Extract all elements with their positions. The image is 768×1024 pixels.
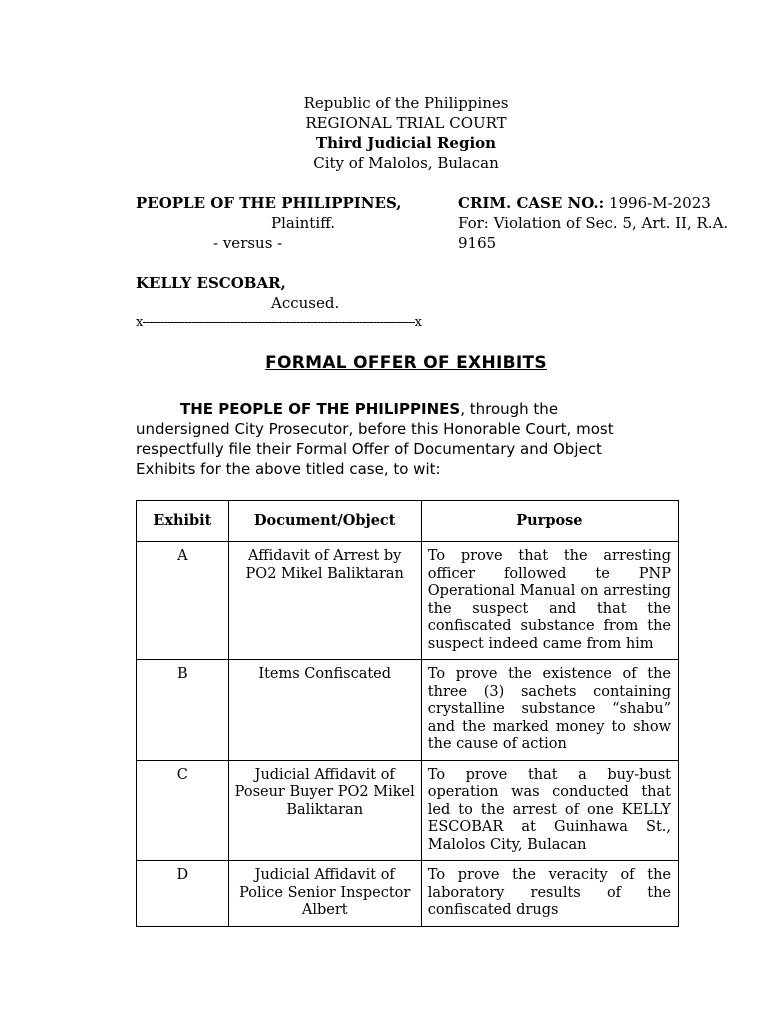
header-court: REGIONAL TRIAL COURT	[305, 114, 507, 132]
intro-paragraph	[136, 399, 636, 479]
header-exhibit: Exhibit	[137, 501, 229, 542]
purpose-cell: To prove the existence of the three (3) sachets containing crystalline substance “shabu” and the marked money to show the cause of action	[421, 660, 678, 761]
accused-role: Accused.	[271, 294, 340, 312]
versus-label: - versus -	[213, 234, 283, 252]
table-row	[137, 542, 679, 660]
table-row	[137, 760, 679, 861]
purpose-cell: To prove that the arresting officer followed te PNP Operational Manual on arresting the suspect and that the confiscated substance from the suspect indeed came from him	[421, 542, 678, 660]
document-cell: Judicial Affidavit of Police Senior Inspector Albert	[228, 861, 421, 927]
case-number-value: 1996-M-2023	[604, 194, 711, 212]
header-document: Document/Object	[228, 501, 421, 542]
table-row	[137, 660, 679, 761]
document-cell: Judicial Affidavit of Poseur Buyer PO2 Mikel Baliktaran	[228, 760, 421, 861]
header-republic: Republic of the Philippines	[303, 94, 509, 112]
case-number	[458, 193, 711, 213]
header-purpose: Purpose	[421, 501, 678, 542]
exhibit-cell: A	[137, 542, 229, 660]
case-label: CRIM. CASE NO.:	[458, 194, 605, 212]
exhibit-cell: C	[137, 760, 229, 861]
header-region: Third Judicial Region	[315, 134, 497, 152]
accused-name: KELLY ESCOBAR,	[136, 274, 286, 292]
intro-rest: , through the undersigned City Prosecutor, before this Honorable Court, most respectfully file their Formal Offer of Documentary and Object Exhibits for the above titled case, to wit:	[136, 400, 614, 478]
document-cell: Affidavit of Arrest by PO2 Mikel Baliktaran	[228, 542, 421, 660]
document-cell: Items Confiscated	[228, 660, 421, 761]
intro-lead: THE PEOPLE OF THE PHILIPPINES	[180, 400, 461, 418]
document-title: FORMAL OFFER OF EXHIBITS	[265, 353, 547, 373]
case-violation-line2: 9165	[458, 234, 497, 252]
table-header-row	[137, 501, 679, 542]
purpose-cell: To prove that a buy-bust operation was conducted that led to the arrest of one KELLY ESCOBAR at Guinhawa St., Malolos City, Bulacan	[421, 760, 678, 861]
header-city: City of Malolos, Bulacan	[313, 154, 499, 172]
plaintiff-role: Plaintiff.	[271, 214, 336, 232]
caption-separator: x------------------------------------------------------------------------------x	[136, 315, 422, 330]
purpose-cell: To prove the veracity of the laboratory results of the confiscated drugs	[421, 861, 678, 927]
case-violation-line1: For: Violation of Sec. 5, Art. II, R.A.	[458, 214, 729, 232]
plaintiff-name: PEOPLE OF THE PHILIPPINES,	[136, 194, 402, 212]
exhibit-cell: D	[137, 861, 229, 927]
table-row	[137, 861, 679, 927]
exhibits-table	[136, 500, 679, 927]
exhibit-cell: B	[137, 660, 229, 761]
